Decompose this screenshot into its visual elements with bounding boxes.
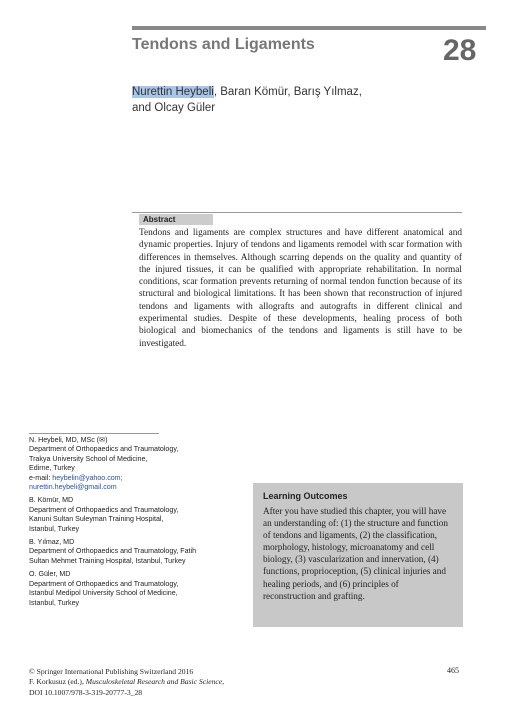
affiliation-name: N. Heybeli, MD, MSc (✉)	[29, 436, 108, 444]
chapter-number: 28	[443, 34, 477, 67]
affiliation-line: Sultan Mehmet Training Hospital, Istanbul, Turkey	[29, 556, 186, 565]
doi-line: DOI 10.1007/978-3-319-20777-3_28	[29, 687, 143, 697]
affiliations	[29, 436, 259, 612]
affiliation-guler	[29, 570, 259, 608]
affiliation-name: O. Güler, MD	[29, 570, 71, 579]
affiliation-line: Istanbul, Turkey	[29, 524, 80, 533]
citation-book-title: Musculoskeletal Research and Basic Science	[85, 677, 223, 687]
copyright-block	[29, 667, 269, 698]
copyright-line: © Springer International Publishing Switzerland 2016	[29, 667, 194, 676]
abstract-label: Abstract	[139, 214, 213, 225]
email-label: e-mail:	[29, 473, 53, 482]
abstract-rule	[132, 212, 462, 213]
affiliation-line: Department of Orthopaedics and Traumatology,	[29, 579, 179, 588]
affiliation-name: B. Kömür, MD	[29, 496, 74, 505]
chapter-title: Tendons and Ligaments	[132, 36, 315, 53]
affiliation-line: Istanbul, Turkey	[29, 598, 80, 607]
email-link-1[interactable]: heybelin@yahoo.com;	[52, 473, 123, 482]
affiliation-heybeli	[29, 436, 259, 492]
citation-suffix: ,	[222, 677, 225, 687]
authors-line2: and Olcay Güler	[132, 102, 216, 114]
page-number: 465	[447, 666, 459, 675]
citation-line	[29, 677, 269, 687]
author-list	[132, 84, 392, 116]
author-highlighted[interactable]: Nurettin Heybeli	[132, 86, 214, 98]
affiliation-komur	[29, 496, 259, 534]
chapter-top-rule	[132, 26, 486, 30]
learning-outcomes-box	[253, 483, 463, 627]
affiliations-rule	[29, 433, 159, 434]
affiliation-line: Istanbul Medipol University School of Medicine,	[29, 589, 178, 598]
email-link-2[interactable]: nurettin.heybeli@gmail.com	[29, 483, 117, 492]
abstract-text: Tendons and ligaments are complex structures and have different anatomical and dynamic properties. Injury of tendons and ligaments remodel with scar formation with differences in themselves. Although scarring depends on the quality and quantity of the injured tissues, it can be qualified with appropriate rehabilitation. In normal conditions, scar formation prevents returning of normal tendon function because of its structural and biological limitations. It has been shown that reconstruction of injured tendons and ligaments with allografts and autografts in different clinical and experimental studies. Despite of these developments, healing process of both biological and biomechanics of the tendons and ligaments is still have to be investigated.	[139, 228, 462, 349]
affiliation-name: B. Yılmaz, MD	[29, 538, 75, 547]
learning-outcomes-title: Learning Outcomes	[263, 491, 348, 501]
affiliation-line: Department of Orthopaedics and Traumatology,	[29, 445, 179, 454]
affiliation-line: Trakya University School of Medicine,	[29, 454, 148, 463]
affiliation-yilmaz	[29, 538, 259, 566]
affiliation-line: Department of Orthopaedics and Traumatology,	[29, 505, 179, 514]
affiliation-line: Department of Orthopaedics and Traumatology, Fatih	[29, 547, 197, 556]
learning-outcomes-text: After you have studied this chapter, you will have an understanding of: (1) the structure and function of tendons and ligaments, (2) the classification, morphology, histology, microanatomy and cell biology, (3) vascularization and innervation, (4) functions, proprioception, (5) clinical injuries and healing periods, and (6) principles of reconstruction and grafting.	[263, 506, 448, 601]
affiliation-email-row	[29, 474, 259, 483]
affiliation-line: Edirne, Turkey	[29, 464, 75, 473]
authors-line1-rest: , Baran Kömür, Barış Yılmaz,	[213, 86, 362, 98]
citation-editor: F. Korkusuz (ed.),	[29, 677, 86, 687]
affiliation-line: Kanuni Sultan Suleyman Training Hospital,	[29, 515, 164, 524]
